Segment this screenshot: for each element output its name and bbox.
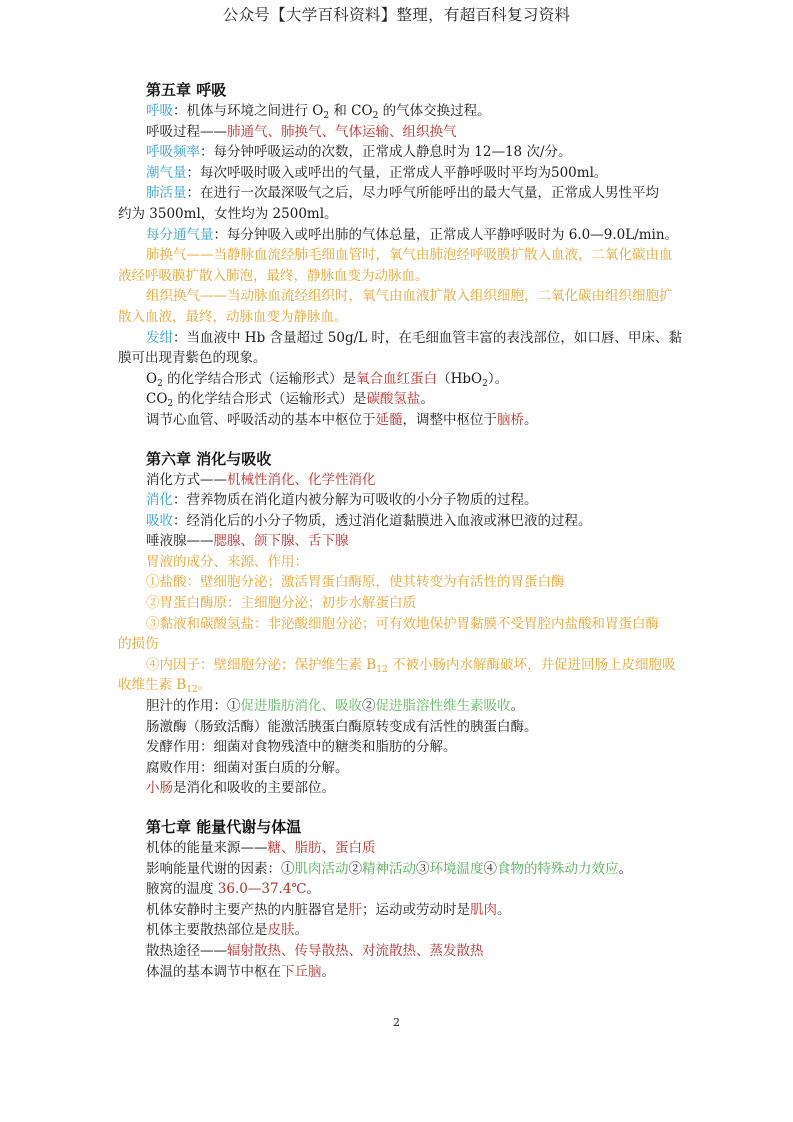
para-feihuoliang-cont: 约为 3500ml，女性均为 2500ml。 [118,205,338,222]
page-header: 公众号【大学百科资料】整理，有超百科复习资料 [222,6,571,24]
para-yingxiang-yinsu: 影响能量代谢的因素：①肌肉活动②精神活动③环境温度④食物的特殊动力效应。 [146,860,632,877]
page-number: 2 [393,1016,400,1029]
para-weiye-neiyinzi: ④内因子：壁细胞分泌；保护维生素 $B_{12}$ 不被小肠内水解酶破坏，并促进回肠上皮细胞吸 [146,656,676,675]
para-weiye-yansuan: ①盐酸：壁细胞分泌；激活胃蛋白酶原，使其转变为有活性的胃蛋白酶 [146,574,565,591]
para-fajiao: 发酵作用：细菌对食物残渣中的糖类和脂肪的分解。 [146,739,457,756]
para-yewo-wendu: 腋窝的温度 36.0—37.4℃。 [146,881,321,898]
para-huxi-pinlv: 呼吸频率：每分钟呼吸运动的次数，正常成人静息时为 12—18 次/分。 [146,144,572,161]
para-chanre: 机体安静时主要产热的内脏器官是肝；运动或劳动时是肌肉。 [146,901,511,918]
para-weiye-danbaimei: ②胃蛋白酶原：主细胞分泌；初步水解蛋白质 [146,595,416,612]
para-xiaohua: 消化：营养物质在消化道内被分解为可吸收的小分子物质的过程。 [146,492,538,509]
para-xiaohua-fangshi: 消化方式——机械性消化、化学性消化 [146,471,376,488]
para-zuzhi-huanqi-cont: 散入血液，最终，动脉血变为静脉血。 [118,308,348,325]
document-body [118,80,688,982]
chapter-5-title: 第五章 呼吸 [146,81,227,99]
para-fagan-cont: 膜可出现青紫色的现象。 [118,350,267,367]
para-feihuanqi: 肺换气——当静脉血流经肺毛细血管时，氧气由肺泡经呼吸膜扩散入血液，二氧化碳由血 [146,247,673,264]
chapter-6-title: 第六章 消化与吸收 [146,449,272,468]
para-sanre-buwei: 机体主要散热部位是皮肤。 [146,922,308,939]
para-huxi: 呼吸：机体与环境之间进行 $O_2$ 和 $CO_2$ 的气体交换过程。 [146,103,491,121]
para-fubai: 腐败作用：细菌对蛋白质的分解。 [146,759,349,776]
para-weiye-nianye-cont: 的损伤 [118,636,159,653]
para-nengliang-laiyuan: 机体的能量来源——糖、脂肪、蛋白质 [146,840,376,856]
chapter-7-title: 第七章 能量代谢与体温 [146,818,302,836]
para-huxi-guocheng: 呼吸过程——肺通气、肺换气、气体运输、组织换气 [146,123,457,140]
para-meifen-tongqi: 每分通气量：每分钟吸入或呼出肺的气体总量，正常成人平静呼吸时为 6.0—9.0L/min。 [146,226,679,243]
para-weiye-nianye: ③黏液和碳酸氢盐：非泌酸细胞分泌；可有效地保护胃黏膜不受胃腔内盐酸和胃蛋白酶 [146,615,659,632]
para-danzhi: 胆汁的作用：①促进脂肪消化、吸收②促进脂溶性维生素吸收。 [146,698,524,715]
para-weiye: 胃液的成分、来源、作用： [146,553,308,570]
para-feihuoliang: 肺活量：在进行一次最深吸气之后，尽力呼气所能呼出的最大气量，正常成人男性平均 [146,185,659,202]
para-weiye-neiyinzi-cont: 收维生素 $B_{12}$。 [118,677,212,696]
para-o2-form: $O_2$ 的化学结合形式（运输形式）是氧合血红蛋白（HbO$_2$）。 [146,370,509,389]
para-tuoyexian: 唾液腺——腮腺、颌下腺、舌下腺 [146,533,349,550]
para-feihuanqi-cont: 液经呼吸膜扩散入肺泡，最终，静脉血变为动脉血。 [118,267,429,284]
para-changjimei: 肠激酶（肠致活酶）能激活胰蛋白酶原转变成有活性的胰蛋白酶。 [146,718,538,735]
para-sanre-tujing: 散热途径——辐射散热、传导散热、对流散热、蒸发散热 [146,942,484,959]
para-xiaochang: 小肠是消化和吸收的主要部位。 [146,780,335,797]
para-fagan: 发绀：当血液中 Hb 含量超过 50g/L 时，在毛细血管丰富的表浅部位，如口唇、甲床、黏 [146,329,682,346]
para-chaoqiliang: 潮气量：每次呼吸时吸入或呼出的气量，正常成人平静呼吸时平均为500ml。 [146,164,608,181]
para-zhongshu: 调节心血管、呼吸活动的基本中枢位于延髓，调整中枢位于脑桥。 [146,411,538,428]
para-zuzhi-huanqi: 组织换气——当动脉血流经组织时，氧气由血液扩散入组织细胞，二氧化碳由组织细胞扩 [146,288,673,305]
para-co2-form: $CO_2$ 的化学结合形式（运输形式）是碳酸氢盐。 [146,391,434,410]
para-tiwen-zhongshu: 体温的基本调节中枢在下丘脑。 [146,963,335,980]
para-xishou: 吸收：经消化后的小分子物质，透过消化道黏膜进入血液或淋巴液的过程。 [146,512,592,529]
